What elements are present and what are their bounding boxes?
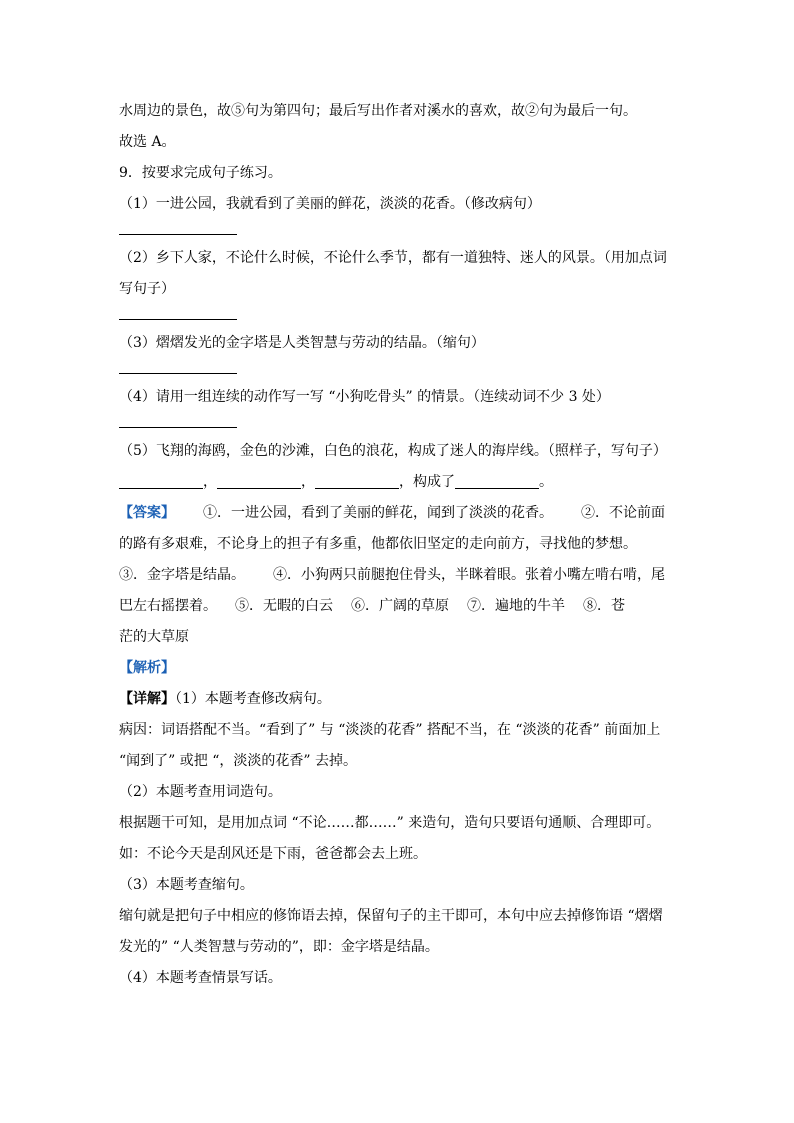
analysis-line: “闻到了” 或把 “，淡淡的花香” 去掉。 xyxy=(119,753,357,769)
answer-blank-2 xyxy=(119,307,237,320)
answer-line: 茫的大草原 xyxy=(119,629,189,645)
answer-line: 的路有多艰难，不论身上的担子有多重，他都依旧坚定的走向前方，寻找他的梦想。 xyxy=(119,536,637,552)
answer-label: 【答案】 xyxy=(119,505,175,521)
analysis-line: 病因：词语搭配不当。“看到了” 与 “淡淡的花香” 搭配不当，在 “淡淡的花香” 前面加上 xyxy=(119,722,661,738)
fill-blank xyxy=(315,474,399,489)
analysis-line: 根据题干可知，是用加点词 “不论……都……” 来造句，造句只要语句通顺、合理即可。 xyxy=(119,815,661,831)
sub-question-2-cont: 写句子） xyxy=(119,281,175,297)
analysis-label: 【解析】 xyxy=(119,660,175,676)
answer-blank-4 xyxy=(119,415,237,428)
analysis-line: 【详解】（1）本题考查修改病句。 xyxy=(119,691,331,707)
analysis-line: 发光的” “人类智慧与劳动的”，即：金字塔是结晶。 xyxy=(119,939,439,955)
question-title: 9．按要求完成句子练习。 xyxy=(119,165,282,181)
analysis-label-line xyxy=(119,653,679,684)
sub-question-3: （3）熠熠发光的金字塔是人类智慧与劳动的结晶。（缩句） xyxy=(119,335,485,351)
analysis-line: 缩句就是把句子中相应的修饰语去掉，保留句子的主干即可，本句中应去掉修饰语 “熠熠 xyxy=(119,908,663,924)
text-line: 水周边的景色，故⑤句为第四句；最后写出作者对溪水的喜欢，故②句为最后一句。 xyxy=(119,103,637,119)
answer-line: 【答案】 ①．一进公园，看到了美丽的鲜花，闻到了淡淡的花香。 ②．不论前面 xyxy=(119,505,665,521)
fill-in-line: ， ， ，构成了 。 xyxy=(119,467,679,498)
sub-question-1: （1）一进公园，我就看到了美丽的鲜花，淡淡的花香。（修改病句） xyxy=(119,196,541,212)
answer-blank-3 xyxy=(119,361,237,374)
fill-blank xyxy=(119,474,203,489)
sub-question-2: （2）乡下人家，不论什么时候，不论什么季节，都有一道独特、迷人的风景。（用加点词 xyxy=(119,250,667,266)
detail-label: 【详解】 xyxy=(119,691,175,707)
answer-line: ③．金字塔是结晶。 ④．小狗两只前腿抱住骨头，半眯着眼。张着小嘴左啃右啃，尾 xyxy=(119,567,665,583)
document-page xyxy=(119,96,679,994)
analysis-line: （3）本题考查缩句。 xyxy=(119,877,254,893)
answer-line: 巴左右摇摆着。 ⑤．无暇的白云 ⑥．广阔的草原 ⑦．遍地的牛羊 ⑧．苍 xyxy=(119,598,625,614)
fill-blank xyxy=(455,474,539,489)
analysis-line: （4）本题考查情景写话。 xyxy=(119,970,282,986)
analysis-line: （2）本题考查用词造句。 xyxy=(119,784,282,800)
fill-blank xyxy=(217,474,301,489)
analysis-line: 如：不论今天是刮风还是下雨，爸爸都会去上班。 xyxy=(119,846,427,862)
answer-blank-1 xyxy=(119,222,237,235)
sub-question-5: （5）飞翔的海鸥，金色的沙滩，白色的浪花，构成了迷人的海岸线。（照样子，写句子） xyxy=(119,443,667,459)
sub-question-4: （4）请用一组连续的动作写一写 “小狗吃骨头” 的情景。（连续动词不少 3 处） xyxy=(119,389,610,405)
text-line: 故选 A。 xyxy=(119,134,176,150)
